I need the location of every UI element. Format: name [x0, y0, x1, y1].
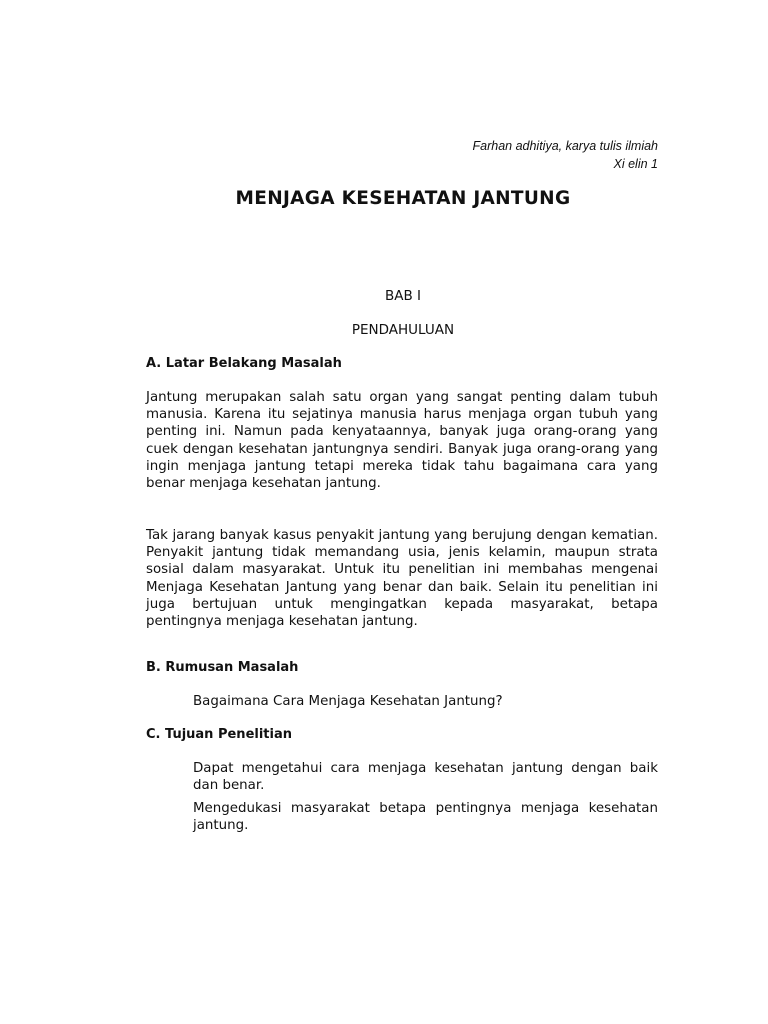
chapter-name: PENDAHULUAN — [351, 322, 455, 338]
chapter-number: BAB I — [384, 288, 422, 304]
author-line: Farhan adhitiya, karya tulis ilmiah — [472, 139, 658, 153]
objective-item-2: Mengedukasi masyarakat betapa pentingnya menjaga kesehatan jantung. — [193, 801, 658, 834]
problem-statement: Bagaimana Cara Menjaga Kesehatan Jantung? — [193, 694, 503, 709]
section-a-heading: A. Latar Belakang Masalah — [146, 356, 342, 371]
document-title: MENJAGA KESEHATAN JANTUNG — [235, 188, 571, 209]
background-paragraph-1: Jantung merupakan salah satu organ yang sangat penting dalam tubuh manusia. Karena itu sejatinya manusia harus menjaga organ tubuh yang penting ini. Namun pada kenyataannya, banyak juga orang-orang yang cuek dengan kesehatan jantungnya sendiri. Banyak juga orang-orang yang ingin menjaga jantung tetapi mereka tidak tahu bagaimana cara yang benar menjaga kesehatan jantung. — [146, 390, 658, 492]
section-b-heading: B. Rumusan Masalah — [146, 660, 299, 675]
author-header — [473, 137, 659, 173]
objective-item-1: Dapat mengetahui cara menjaga kesehatan jantung dengan baik dan benar. — [193, 761, 658, 794]
section-c-heading: C. Tujuan Penelitian — [146, 727, 292, 742]
class-line: Xi elin 1 — [613, 157, 658, 171]
background-paragraph-2: Tak jarang banyak kasus penyakit jantung yang berujung dengan kematian. Penyakit jantung tidak memandang usia, jenis kelamin, maupun strata sosial dalam masyarakat. Untuk itu penelitian ini membahas mengenai Menjaga Kesehatan Jantung yang benar dan baik. Selain itu penelitian ini juga bertujuan untuk mengingatkan kepada masyarakat, betapa pentingnya menjaga kesehatan jantung. — [146, 528, 658, 630]
